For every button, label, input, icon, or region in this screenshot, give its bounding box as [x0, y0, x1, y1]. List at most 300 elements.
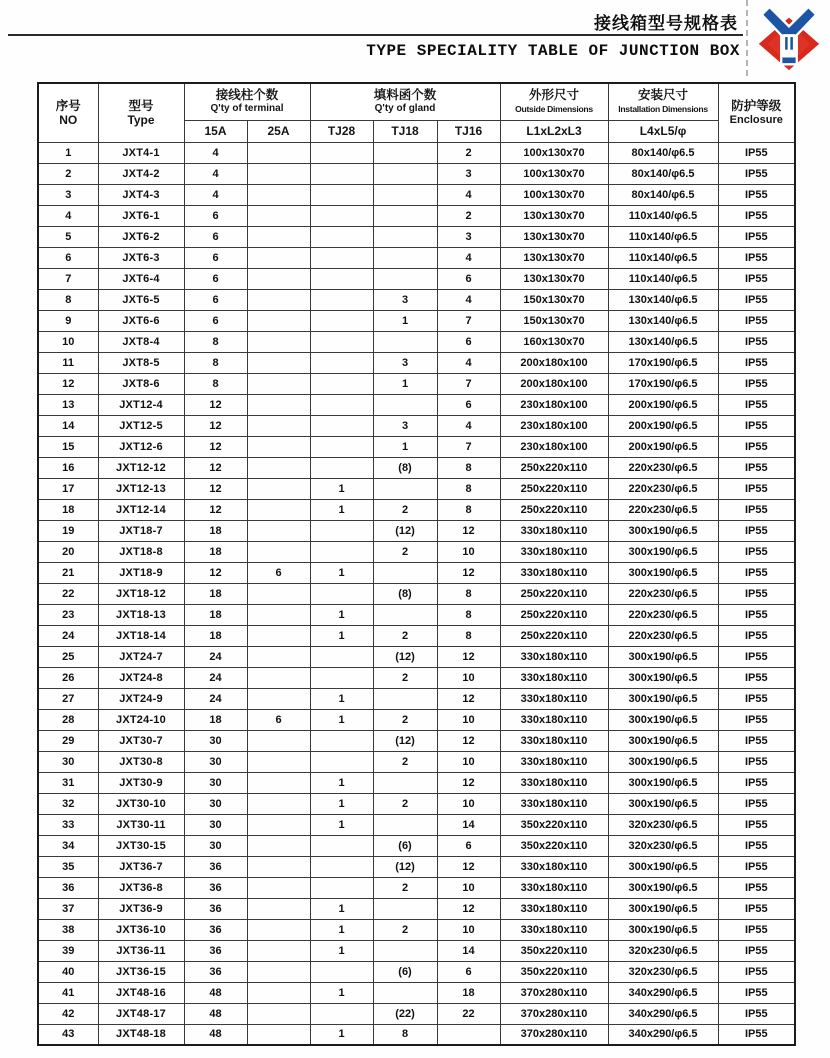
table-cell: 350x220x110 — [500, 940, 608, 961]
table-cell: 12 — [437, 646, 500, 667]
table-cell: JXT48-17 — [98, 1003, 184, 1024]
table-cell: JXT24-8 — [98, 667, 184, 688]
table-cell: 6 — [184, 205, 247, 226]
table-cell: 250x220x110 — [500, 499, 608, 520]
table-cell: 200x190/φ6.5 — [608, 436, 718, 457]
table-cell: IP55 — [718, 520, 795, 541]
table-cell — [310, 436, 373, 457]
table-cell: 12 — [184, 499, 247, 520]
table-cell: 220x230/φ6.5 — [608, 457, 718, 478]
table-cell: 320x230/φ6.5 — [608, 961, 718, 982]
table-cell: 12 — [184, 562, 247, 583]
table-cell: 80x140/φ6.5 — [608, 184, 718, 205]
table-cell: 80x140/φ6.5 — [608, 142, 718, 163]
table-row — [38, 373, 795, 394]
table-cell: 8 — [184, 331, 247, 352]
table-cell: 11 — [38, 352, 98, 373]
table-cell: JXT8-6 — [98, 373, 184, 394]
table-cell — [247, 247, 310, 268]
table-cell: 17 — [38, 478, 98, 499]
table-cell: 100x130x70 — [500, 142, 608, 163]
table-cell: 36 — [184, 877, 247, 898]
table-cell: 1 — [310, 814, 373, 835]
table-cell: IP55 — [718, 394, 795, 415]
table-cell: 10 — [38, 331, 98, 352]
col-header-tj18: TJ18 — [373, 120, 437, 142]
table-cell: 340x290/φ6.5 — [608, 1003, 718, 1024]
table-cell: 1 — [38, 142, 98, 163]
table-cell: JXT4-2 — [98, 163, 184, 184]
table-cell: 330x180x110 — [500, 709, 608, 730]
table-row — [38, 730, 795, 751]
table-row — [38, 709, 795, 730]
table-cell — [247, 982, 310, 1003]
table-cell: (12) — [373, 646, 437, 667]
table-cell: 220x230/φ6.5 — [608, 499, 718, 520]
table-cell: JXT36-15 — [98, 961, 184, 982]
table-cell — [247, 226, 310, 247]
table-cell: IP55 — [718, 436, 795, 457]
table-cell: 4 — [184, 142, 247, 163]
table-cell — [373, 163, 437, 184]
table-cell: IP55 — [718, 835, 795, 856]
table-cell: 8 — [437, 583, 500, 604]
table-cell: 31 — [38, 772, 98, 793]
table-cell — [437, 1024, 500, 1045]
table-cell: IP55 — [718, 289, 795, 310]
table-row — [38, 457, 795, 478]
table-cell: 330x180x110 — [500, 541, 608, 562]
table-cell: 100x130x70 — [500, 163, 608, 184]
table-cell: (12) — [373, 856, 437, 877]
col-header-25a: 25A — [247, 120, 310, 142]
table-row — [38, 562, 795, 583]
table-cell — [310, 184, 373, 205]
table-cell: 7 — [437, 373, 500, 394]
table-cell: 200x190/φ6.5 — [608, 415, 718, 436]
table-row — [38, 478, 795, 499]
table-cell — [373, 205, 437, 226]
table-cell: 6 — [437, 394, 500, 415]
table-cell: 37 — [38, 898, 98, 919]
table-cell: 18 — [184, 709, 247, 730]
table-cell: 320x230/φ6.5 — [608, 835, 718, 856]
table-cell — [247, 310, 310, 331]
table-cell: 1 — [310, 898, 373, 919]
table-row — [38, 688, 795, 709]
table-cell: 30 — [184, 730, 247, 751]
table-cell: 1 — [310, 1024, 373, 1045]
table-cell: 220x230/φ6.5 — [608, 625, 718, 646]
table-cell — [247, 751, 310, 772]
table-cell — [247, 877, 310, 898]
table-cell: JXT4-3 — [98, 184, 184, 205]
table-cell: 300x190/φ6.5 — [608, 520, 718, 541]
table-cell — [247, 142, 310, 163]
table-cell: 300x190/φ6.5 — [608, 688, 718, 709]
table-row — [38, 982, 795, 1003]
table-cell — [373, 688, 437, 709]
table-cell: JXT30-7 — [98, 730, 184, 751]
table-cell: 6 — [184, 310, 247, 331]
table-cell: 12 — [437, 772, 500, 793]
table-cell: IP55 — [718, 373, 795, 394]
table-cell — [247, 961, 310, 982]
table-cell: 2 — [373, 793, 437, 814]
table-cell: 330x180x110 — [500, 688, 608, 709]
table-cell: 300x190/φ6.5 — [608, 898, 718, 919]
table-cell: 2 — [373, 877, 437, 898]
table-cell: 14 — [437, 940, 500, 961]
table-cell: IP55 — [718, 268, 795, 289]
table-cell: IP55 — [718, 982, 795, 1003]
table-cell: 160x130x70 — [500, 331, 608, 352]
table-cell: IP55 — [718, 310, 795, 331]
table-cell: 8 — [437, 604, 500, 625]
table-cell: (8) — [373, 457, 437, 478]
table-cell: 19 — [38, 520, 98, 541]
table-cell — [247, 268, 310, 289]
table-cell — [310, 667, 373, 688]
table-cell: 2 — [373, 667, 437, 688]
table-cell — [310, 268, 373, 289]
table-cell: 25 — [38, 646, 98, 667]
table-cell: 6 — [437, 268, 500, 289]
table-cell: 12 — [184, 457, 247, 478]
table-cell: 3 — [437, 163, 500, 184]
table-cell — [247, 163, 310, 184]
table-row — [38, 520, 795, 541]
table-cell: 250x220x110 — [500, 604, 608, 625]
col-header-l4l5: L4xL5/φ — [608, 120, 718, 142]
table-cell: JXT18-8 — [98, 541, 184, 562]
table-cell: 10 — [437, 877, 500, 898]
table-cell: 300x190/φ6.5 — [608, 667, 718, 688]
table-cell: 340x290/φ6.5 — [608, 1024, 718, 1045]
table-row — [38, 394, 795, 415]
table-cell: 170x190/φ6.5 — [608, 352, 718, 373]
table-cell: 300x190/φ6.5 — [608, 646, 718, 667]
table-cell: 30 — [184, 772, 247, 793]
table-cell — [310, 856, 373, 877]
table-cell — [247, 898, 310, 919]
table-cell: JXT36-9 — [98, 898, 184, 919]
table-cell: 18 — [184, 541, 247, 562]
table-cell: 16 — [38, 457, 98, 478]
table-cell — [310, 415, 373, 436]
table-cell: 33 — [38, 814, 98, 835]
table-cell — [373, 142, 437, 163]
col-header-15a: 15A — [184, 120, 247, 142]
col-header-gland-group: 填料函个数 Q'ty of gland — [310, 83, 500, 120]
table-cell: IP55 — [718, 604, 795, 625]
table-cell: 8 — [437, 478, 500, 499]
table-cell: 4 — [38, 205, 98, 226]
table-cell: 1 — [373, 373, 437, 394]
table-cell: IP55 — [718, 625, 795, 646]
table-cell: 3 — [373, 352, 437, 373]
table-cell: 330x180x110 — [500, 730, 608, 751]
table-cell — [247, 394, 310, 415]
table-cell: IP55 — [718, 961, 795, 982]
table-cell: 1 — [310, 709, 373, 730]
table-cell: 6 — [247, 709, 310, 730]
table-cell: 5 — [38, 226, 98, 247]
table-cell: 12 — [437, 520, 500, 541]
table-cell: IP55 — [718, 562, 795, 583]
table-cell: 250x220x110 — [500, 583, 608, 604]
table-cell — [247, 835, 310, 856]
table-row — [38, 583, 795, 604]
table-cell: 6 — [184, 289, 247, 310]
table-cell: 34 — [38, 835, 98, 856]
table-cell: JXT24-10 — [98, 709, 184, 730]
table-cell: 300x190/φ6.5 — [608, 751, 718, 772]
table-cell: 23 — [38, 604, 98, 625]
table-cell: 48 — [184, 1003, 247, 1024]
table-cell: 35 — [38, 856, 98, 877]
table-cell: IP55 — [718, 457, 795, 478]
table-cell: 3 — [437, 226, 500, 247]
table-cell: 200x190/φ6.5 — [608, 394, 718, 415]
table-cell: IP55 — [718, 793, 795, 814]
table-cell: 2 — [373, 751, 437, 772]
table-cell: IP55 — [718, 352, 795, 373]
table-cell: JXT4-1 — [98, 142, 184, 163]
table-cell — [247, 667, 310, 688]
table-row — [38, 919, 795, 940]
table-cell — [247, 772, 310, 793]
table-cell — [247, 352, 310, 373]
table-cell: 20 — [38, 541, 98, 562]
table-cell: JXT36-7 — [98, 856, 184, 877]
table-cell: 2 — [373, 709, 437, 730]
table-cell: IP55 — [718, 856, 795, 877]
table-row — [38, 541, 795, 562]
table-cell: (12) — [373, 520, 437, 541]
table-cell: JXT18-13 — [98, 604, 184, 625]
table-cell: 12 — [437, 562, 500, 583]
table-cell — [310, 583, 373, 604]
spec-table — [37, 82, 796, 1046]
table-row — [38, 226, 795, 247]
table-cell — [310, 877, 373, 898]
table-cell: JXT6-2 — [98, 226, 184, 247]
table-cell — [310, 205, 373, 226]
table-cell: JXT48-18 — [98, 1024, 184, 1045]
table-cell: 48 — [184, 1024, 247, 1045]
table-cell: 300x190/φ6.5 — [608, 541, 718, 562]
table-cell: 1 — [373, 310, 437, 331]
table-cell — [247, 457, 310, 478]
table-cell: 4 — [184, 163, 247, 184]
table-cell: 300x190/φ6.5 — [608, 709, 718, 730]
table-cell: IP55 — [718, 877, 795, 898]
table-cell: 350x220x110 — [500, 814, 608, 835]
table-cell: 1 — [310, 604, 373, 625]
table-cell: 10 — [437, 793, 500, 814]
table-cell: JXT36-10 — [98, 919, 184, 940]
table-row — [38, 835, 795, 856]
table-cell: IP55 — [718, 142, 795, 163]
table-cell: 10 — [437, 667, 500, 688]
table-cell: IP55 — [718, 709, 795, 730]
table-cell: 2 — [38, 163, 98, 184]
table-cell — [247, 289, 310, 310]
table-cell: IP55 — [718, 772, 795, 793]
table-cell — [373, 898, 437, 919]
table-cell — [247, 331, 310, 352]
table-cell: 10 — [437, 751, 500, 772]
table-cell: JXT36-8 — [98, 877, 184, 898]
table-cell: 8 — [437, 499, 500, 520]
table-cell: 15 — [38, 436, 98, 457]
table-cell: 2 — [437, 142, 500, 163]
table-cell: JXT8-5 — [98, 352, 184, 373]
table-row — [38, 793, 795, 814]
table-cell: 41 — [38, 982, 98, 1003]
table-cell — [247, 205, 310, 226]
table-cell: JXT30-8 — [98, 751, 184, 772]
table-cell — [373, 604, 437, 625]
table-cell — [247, 541, 310, 562]
table-cell: JXT30-10 — [98, 793, 184, 814]
table-cell — [310, 247, 373, 268]
table-cell: 330x180x110 — [500, 793, 608, 814]
table-cell: 8 — [38, 289, 98, 310]
table-cell: 350x220x110 — [500, 961, 608, 982]
table-cell: 12 — [437, 730, 500, 751]
table-cell — [247, 730, 310, 751]
table-cell: 12 — [437, 898, 500, 919]
table-cell: 43 — [38, 1024, 98, 1045]
table-cell: 32 — [38, 793, 98, 814]
table-cell: 1 — [310, 982, 373, 1003]
table-cell: JXT30-15 — [98, 835, 184, 856]
col-header-terminal-group: 接线柱个数 Q'ty of terminal — [184, 83, 310, 120]
table-row — [38, 247, 795, 268]
table-cell: (12) — [373, 730, 437, 751]
table-cell — [247, 184, 310, 205]
table-cell: 130x130x70 — [500, 205, 608, 226]
table-cell — [247, 646, 310, 667]
table-cell — [247, 814, 310, 835]
table-cell — [247, 373, 310, 394]
table-cell: 12 — [184, 436, 247, 457]
table-row — [38, 499, 795, 520]
table-cell: 320x230/φ6.5 — [608, 940, 718, 961]
table-cell: 370x280x110 — [500, 1024, 608, 1045]
table-row — [38, 1003, 795, 1024]
table-cell: 10 — [437, 541, 500, 562]
table-cell: 2 — [373, 919, 437, 940]
table-cell: 18 — [184, 604, 247, 625]
table-cell: 24 — [184, 646, 247, 667]
table-row — [38, 814, 795, 835]
page-title-english: TYPE SPECIALITY TABLE OF JUNCTION BOX — [366, 42, 740, 60]
table-cell: IP55 — [718, 499, 795, 520]
table-cell: 7 — [437, 310, 500, 331]
table-cell — [310, 835, 373, 856]
table-cell — [247, 415, 310, 436]
table-cell: IP55 — [718, 205, 795, 226]
table-cell: 330x180x110 — [500, 646, 608, 667]
table-cell — [247, 520, 310, 541]
table-cell — [373, 940, 437, 961]
table-cell: IP55 — [718, 1003, 795, 1024]
table-cell: JXT36-11 — [98, 940, 184, 961]
table-cell: 18 — [38, 499, 98, 520]
table-row — [38, 352, 795, 373]
table-cell: 1 — [310, 940, 373, 961]
table-cell: 330x180x110 — [500, 898, 608, 919]
table-cell: JXT24-7 — [98, 646, 184, 667]
table-cell: 4 — [184, 184, 247, 205]
table-cell: JXT12-12 — [98, 457, 184, 478]
table-cell: 22 — [437, 1003, 500, 1024]
table-cell: IP55 — [718, 940, 795, 961]
table-cell — [247, 583, 310, 604]
table-cell: 8 — [437, 457, 500, 478]
table-cell: 1 — [373, 436, 437, 457]
table-cell: 12 — [437, 688, 500, 709]
table-cell: 40 — [38, 961, 98, 982]
table-cell: 14 — [437, 814, 500, 835]
table-cell: 4 — [437, 415, 500, 436]
page-title-chinese: 接线箱型号规格表 — [594, 14, 738, 33]
table-row — [38, 604, 795, 625]
table-cell — [247, 436, 310, 457]
table-cell: 30 — [38, 751, 98, 772]
table-cell: 200x180x100 — [500, 373, 608, 394]
table-cell: 18 — [437, 982, 500, 1003]
table-cell: JXT6-4 — [98, 268, 184, 289]
table-cell: 1 — [310, 625, 373, 646]
table-cell: 12 — [437, 856, 500, 877]
table-cell: 24 — [38, 625, 98, 646]
table-cell: 27 — [38, 688, 98, 709]
table-cell: 3 — [38, 184, 98, 205]
table-cell — [373, 772, 437, 793]
table-cell: 48 — [184, 982, 247, 1003]
table-cell — [310, 331, 373, 352]
table-cell: IP55 — [718, 751, 795, 772]
table-cell — [373, 982, 437, 1003]
table-row — [38, 310, 795, 331]
table-cell: IP55 — [718, 667, 795, 688]
table-cell: 4 — [437, 289, 500, 310]
table-cell: 6 — [184, 247, 247, 268]
table-cell: 36 — [184, 940, 247, 961]
table-row — [38, 205, 795, 226]
table-cell — [310, 751, 373, 772]
table-cell: 8 — [184, 352, 247, 373]
table-cell: 1 — [310, 688, 373, 709]
table-cell: IP55 — [718, 688, 795, 709]
table-cell: JXT18-7 — [98, 520, 184, 541]
table-cell — [310, 163, 373, 184]
table-cell: 2 — [373, 625, 437, 646]
table-cell: JXT18-9 — [98, 562, 184, 583]
table-cell: 36 — [184, 919, 247, 940]
table-cell: JXT48-16 — [98, 982, 184, 1003]
table-cell: 12 — [38, 373, 98, 394]
table-cell: 300x190/φ6.5 — [608, 856, 718, 877]
table-cell — [310, 289, 373, 310]
table-cell — [373, 814, 437, 835]
table-row — [38, 436, 795, 457]
table-cell: IP55 — [718, 898, 795, 919]
